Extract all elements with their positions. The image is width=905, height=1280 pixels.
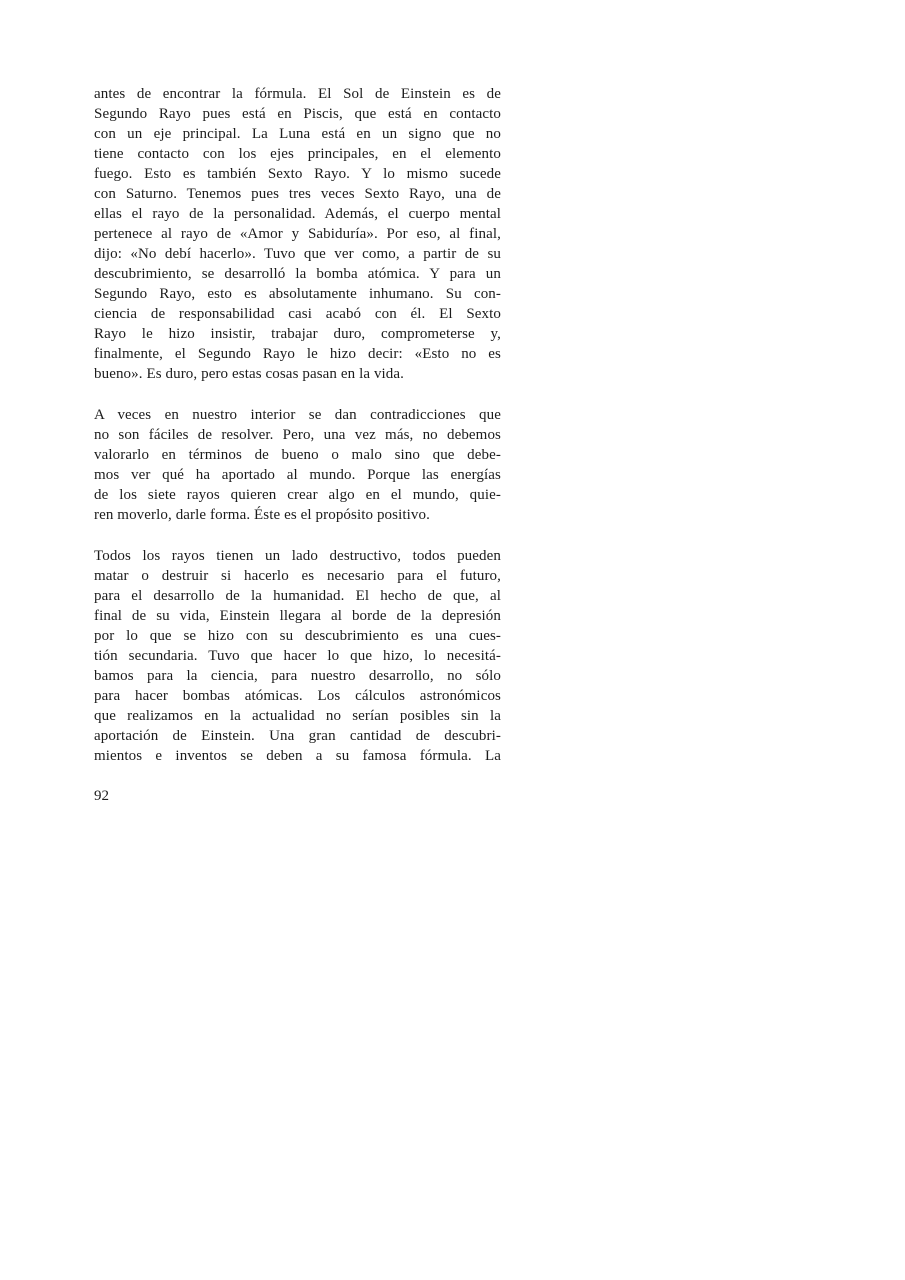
text-line: que realizamos en la actualidad no serían posibles sin la [94,708,501,724]
text-line: bueno». Es duro, pero estas cosas pasan en la vida. [94,366,405,382]
text-line: antes de encontrar la fórmula. El Sol de Einstein es de [94,86,501,102]
text-line: descubrimiento, se desarrolló la bomba atómica. Y para un [94,266,501,282]
text-line: Segundo Rayo pues está en Piscis, que está en contacto [94,106,501,122]
text-line: de los siete rayos quieren crear algo en el mundo, quie- [94,487,501,503]
text-line: pertenece al rayo de «Amor y Sabiduría». Por eso, al final, [94,226,501,242]
text-line: final de su vida, Einstein llegara al borde de la depresión [94,608,501,624]
text-line: mos ver qué ha aportado al mundo. Porque las energías [94,467,501,483]
text-line: con Saturno. Tenemos pues tres veces Sexto Rayo, una de [94,186,501,202]
text-line: aportación de Einstein. Una gran cantidad de descubri- [94,728,501,744]
text-line: ren moverlo, darle forma. Éste es el propósito positivo. [94,507,430,523]
text-line: finalmente, el Segundo Rayo le hizo decir: «Esto no es [94,346,501,362]
text-line: con un eje principal. La Luna está en un signo que no [94,126,501,142]
text-line: ciencia de responsabilidad casi acabó con él. El Sexto [94,306,501,322]
text-line: matar o destruir si hacerlo es necesario para el futuro, [94,568,501,584]
paragraph [94,84,501,384]
text-line: fuego. Esto es también Sexto Rayo. Y lo mismo sucede [94,166,501,182]
paragraph [94,405,501,525]
text-line: para hacer bombas atómicas. Los cálculos astronómicos [94,688,501,704]
text-line: Todos los rayos tienen un lado destructivo, todos pueden [94,548,501,564]
text-line: para el desarrollo de la humanidad. El hecho de que, al [94,588,501,604]
text-line: no son fáciles de resolver. Pero, una vez más, no debemos [94,427,501,443]
text-line: por lo que se hizo con su descubrimiento es una cues- [94,628,501,644]
text-line: Segundo Rayo, esto es absolutamente inhumano. Su con- [94,286,501,302]
text-block [94,84,501,766]
text-line: ellas el rayo de la personalidad. Además, el cuerpo mental [94,206,501,222]
text-line: tión secundaria. Tuvo que hacer lo que hizo, lo necesitá- [94,648,501,664]
text-line: dijo: «No debí hacerlo». Tuvo que ver como, a partir de su [94,246,501,262]
text-line: bamos para la ciencia, para nuestro desarrollo, no sólo [94,668,501,684]
text-line: tiene contacto con los ejes principales, en el elemento [94,146,501,162]
text-line: mientos e inventos se deben a su famosa fórmula. La [94,748,501,764]
text-line: valorarlo en términos de bueno o malo sino que debe- [94,447,501,463]
text-line: Rayo le hizo insistir, trabajar duro, comprometerse y, [94,326,501,342]
text-line: A veces en nuestro interior se dan contradicciones que [94,407,501,423]
paragraph [94,546,501,766]
page-number: 92 [94,788,109,804]
